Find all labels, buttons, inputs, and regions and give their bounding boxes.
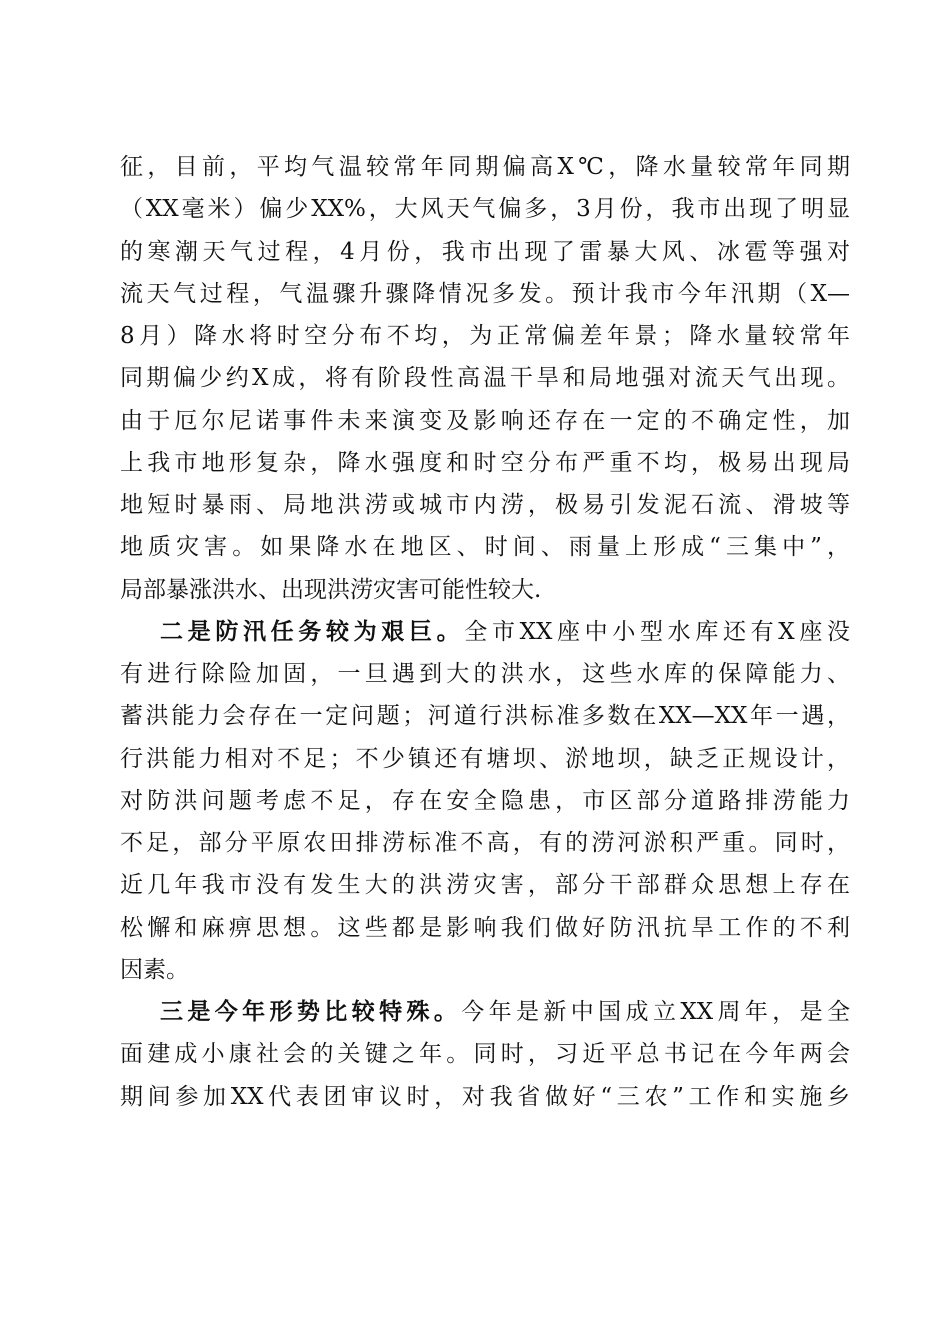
text-line: 对防洪问题考虑不足，存在安全隐患，市区部分道路排涝能力 xyxy=(120,787,850,814)
paragraph-weather-outlook xyxy=(120,146,850,611)
paragraph-special-situation xyxy=(120,991,850,1118)
text-line: （XX毫米）偏少XX%，大风天气偏多，3月份，我市出现了明显 xyxy=(120,196,850,223)
text-line: 8月）降水将时空分布不均，为正常偏差年景；降水量较常年 xyxy=(120,323,850,349)
paragraph-heading: 二是防汛任务较为艰巨。 xyxy=(160,617,465,645)
text-line-first xyxy=(120,611,850,653)
text-line: 面建成小康社会的关键之年。同时，习近平总书记在今年两会 xyxy=(120,1041,850,1068)
document-body xyxy=(120,146,850,1118)
text-line: 不足，部分平原农田排涝标准不高，有的涝河淤积严重。同时， xyxy=(120,830,850,856)
text-line: 有进行除险加固，一旦遇到大的洪水，这些水库的保障能力、 xyxy=(120,661,850,687)
text-line: 松懈和麻痹思想。这些都是影响我们做好防汛抗旱工作的不利 xyxy=(120,914,850,941)
text-line: 由于厄尔尼诺事件未来演变及影响还存在一定的不确定性，加 xyxy=(120,407,850,434)
paragraph-text: 今年是新中国成立XX周年，是全 xyxy=(461,999,851,1025)
text-line: 的寒潮天气过程，4月份，我市出现了雷暴大风、冰雹等强对 xyxy=(120,238,850,265)
text-line: 蓄洪能力会存在一定问题；河道行洪标准多数在XX—XX年一遇， xyxy=(120,703,850,730)
text-line: 行洪能力相对不足；不少镇还有塘坝、淤地坝，缺乏正规设计， xyxy=(120,745,850,772)
paragraph-heading: 三是今年形势比较特殊。 xyxy=(160,998,462,1025)
text-line: 流天气过程，气温骤升骤降情况多发。预计我市今年汛期（X— xyxy=(120,280,850,307)
text-line: 地质灾害。如果降水在地区、时间、雨量上形成“三集中”， xyxy=(120,534,850,561)
text-line: 上我市地形复杂，降水强度和时空分布严重不均，极易出现局 xyxy=(120,449,850,476)
text-line: 同期偏少约X成，将有阶段性高温干旱和局地强对流天气出现。 xyxy=(120,365,850,392)
text-line-first xyxy=(120,991,850,1033)
text-line: 近几年我市没有发生大的洪涝灾害，部分干部群众思想上存在 xyxy=(120,872,850,899)
paragraph-flood-tasks xyxy=(120,611,850,991)
text-line: 期间参加XX代表团审议时，对我省做好“三农”工作和实施乡 xyxy=(120,1083,850,1110)
text-line: 征，目前，平均气温较常年同期偏高X℃，降水量较常年同期 xyxy=(120,154,850,180)
paragraph-text: 全市XX座中小型水库还有X座没 xyxy=(464,618,851,645)
text-line: 地短时暴雨、局地洪涝或城市内涝，极易引发泥石流、滑坡等 xyxy=(120,492,850,518)
text-line: 局部暴涨洪水、出现洪涝灾害可能性较大. xyxy=(120,576,542,603)
text-line: 因素。 xyxy=(120,956,189,983)
